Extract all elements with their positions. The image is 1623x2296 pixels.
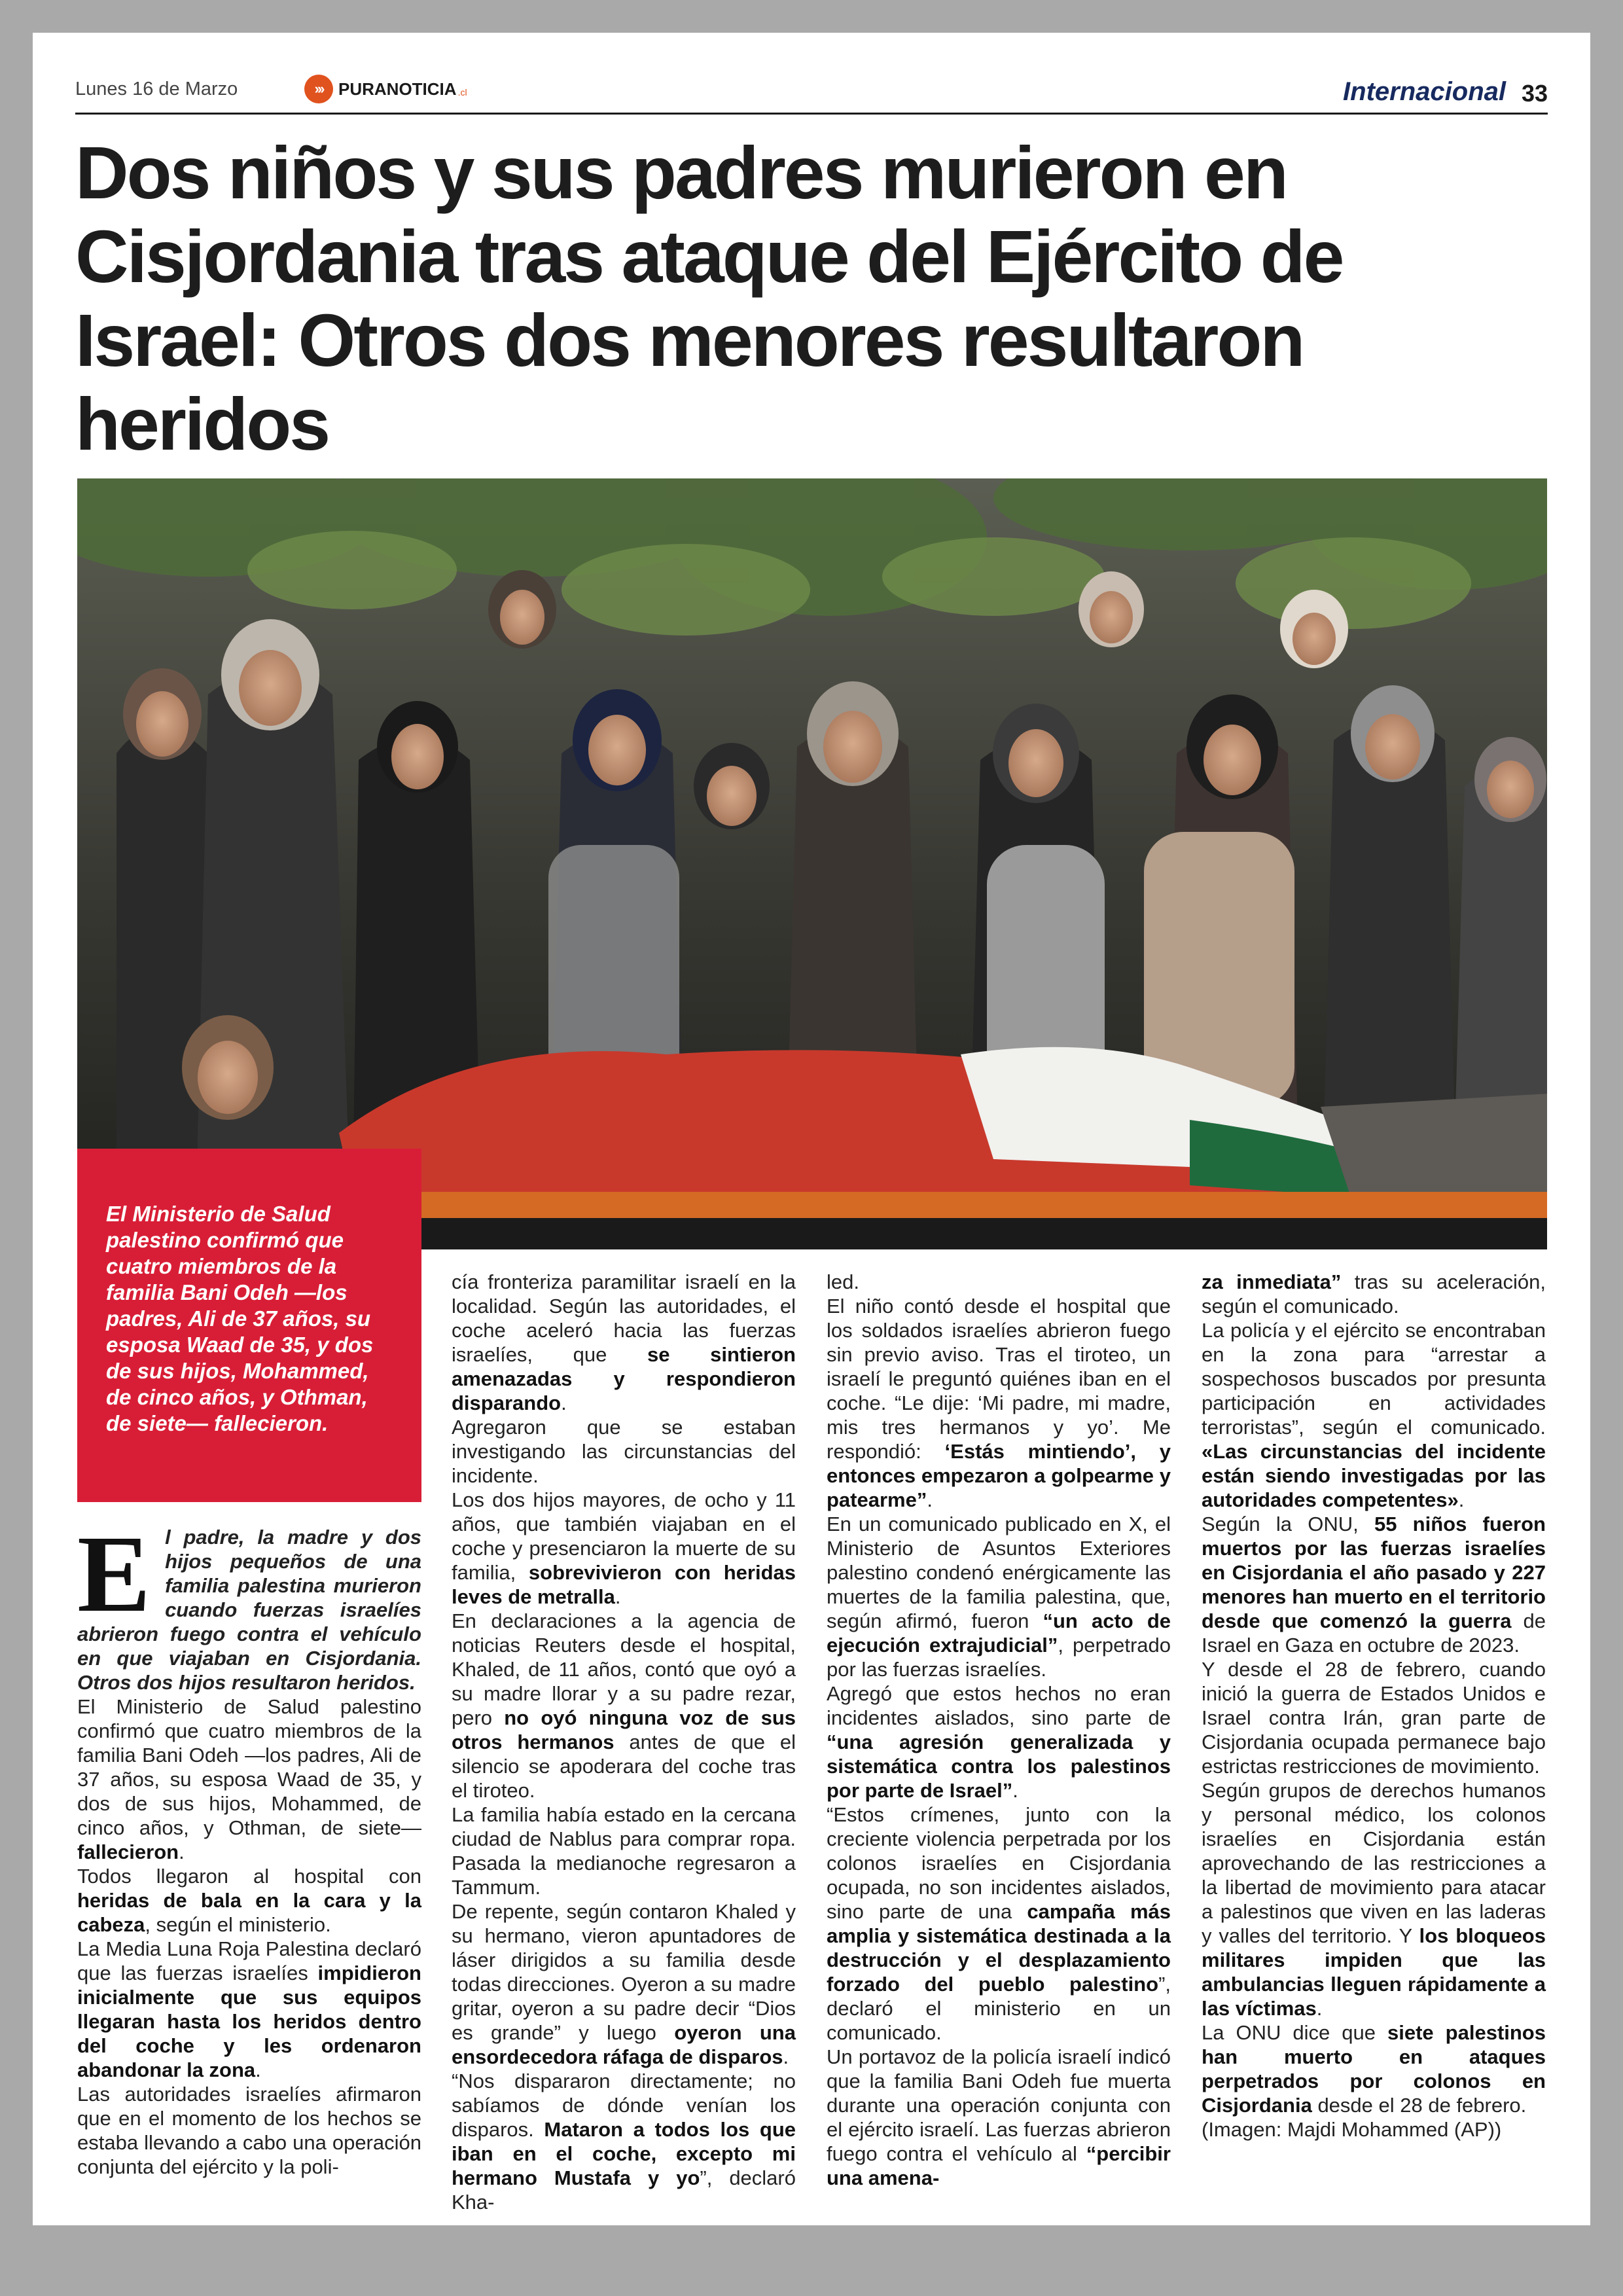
header-divider [75,113,1548,115]
paragraph: Agregó que estos hechos no eran incidentes aislados, sino parte de “una agresión generalizada y sistemática contra los palestinos por parte de Israel”. [827,1682,1171,1802]
logo-name: PURANOTICIA [338,79,457,99]
paragraph: Agregaron que se estaban investigando las circunstancias del incidente. [452,1416,796,1487]
paragraph: La ONU dice que siete palestinos han muerto en ataques perpetrados por colonos en Cisjordania desde el 28 de febrero. [1202,2021,1546,2117]
article-lead: l padre, la madre y dos hijos pequeños de una familia palestina murieron cuando fuerzas israelíes abrieron fuego contra el vehículo en que viajaban en Cisjordania. Otros dos hijos resultaron heridos. [77,1526,421,1694]
article-column-4 [1202,1270,1546,2142]
paragraph: “Estos crímenes, junto con la creciente violencia perpetrada por los colonos israelíes en Cisjordania ocupada, no son incidentes aislados, sino parte de una campaña más amplia y sistemática destinada a la destrucción y el desplazamiento forzado del pueblo palestino”, declaró el ministerio en un comunicado. [827,1803,1171,2044]
paragraph: “Nos dispararon directamente; no sabíamos de dónde venían los disparos. Mataron a todos los que iban en el coche, excepto mi hermano Mustafa y yo”, declaró Kha- [452,2070,796,2214]
article-photo [77,478,1547,1249]
photo-credit: (Imagen: Majdi Mohammed (AP)) [1202,2118,1502,2141]
paragraph: cía fronteriza paramilitar israelí en la localidad. Según las autoridades, el coche aceleró hacia las fuerzas israelíes, que se sintieron amenazadas y respondieron disparando. [452,1270,796,1414]
paragraph: En un comunicado publicado en X, el Ministerio de Asuntos Exteriores palestino condenó enérgicamente las muertes de la familia palestina, que, según afirmó, fueron “un acto de ejecución extrajudicial”, perpetrado por las fuerzas israelíes. [827,1513,1171,1681]
logo-arrows-icon: ››› [304,75,333,103]
paragraph: Un portavoz de la policía israelí indicó que la familia Bani Odeh fue muerta durante una operación conjunta con el ejército israelí. Las fuerzas abrieron fuego contra el vehículo al “percibir una amena- [827,2045,1171,2189]
paragraph: Y desde el 28 de febrero, cuando inició la guerra de Estados Unidos e Israel contra Irán, gran parte de Cisjordania ocupada permanece bajo estrictas restricciones de movimiento. [1202,1658,1546,1778]
paragraph: Los dos hijos mayores, de ocho y 11 años, que también viajaban en el coche y presenciaron la muerte de su familia, sobrevivieron con heridas leves de metralla. [452,1488,796,1608]
paragraph: El niño contó desde el hospital que los soldados israelíes abrieron fuego sin previo aviso. Tras el tiroteo, un israelí le preguntó quiénes iban en el coche. “Le dije: ‘Mi padre, mi madre, mis tres hermanos y yo’. Me respondió: ‘Estás mintiendo’, y entonces empezaron a golpearme y patearme”. [827,1295,1171,1511]
paragraph: Según grupos de derechos humanos y personal médico, los colonos israelíes en Cisjordania están aprovechando de las restricciones a la libertad de movimiento para atacar a palestinos que viven en las laderas y valles del territorio. Y los bloqueos militares impiden que las ambulancias lleguen rápidamente a las víctimas. [1202,1779,1546,2020]
issue-date: Lunes 16 de Marzo [75,79,238,99]
paragraph: El Ministerio de Salud palestino confirmó que cuatro miembros de la familia Bani Odeh —los padres, Ali de 37 años, su esposa Waad de 35, y dos de sus hijos, Mohammed, de cinco años, y Othman, de siete— fallecieron. [77,1695,421,1863]
funeral-mourners-illustration [77,478,1547,1249]
paragraph: La familia había estado en la cercana ciudad de Nablus para comprar ropa. Pasada la medianoche regresaron a Tammum. [452,1803,796,1899]
section-title: Internacional [1343,77,1506,106]
paragraph: Según la ONU, 55 niños fueron muertos por las fuerzas israelíes en Cisjordania el año pasado y 227 menores han muerto en el territorio desde que comenzó la guerra de Israel en Gaza en octubre de 2023. [1202,1513,1546,1657]
paragraph: Todos llegaron al hospital con heridas de bala en la cara y la cabeza, según el ministerio. [77,1865,421,1936]
article-column-2 [452,1270,796,2214]
paragraph: De repente, según contaron Khaled y su hermano, vieron apuntadores de láser dirigidos a su familia desde todas direcciones. Oyeron a su madre gritar, oyeron a su padre decir “Dios es grande” y luego oyeron una ensordecedora ráfaga de disparos. [452,1900,796,2068]
paragraph: Las autoridades israelíes afirmaron que en el momento de los hechos se estaba llevando a cabo una operación conjunta del ejército y la poli- [77,2083,421,2178]
article-column-3 [827,1270,1171,2190]
paragraph: La Media Luna Roja Palestina declaró que las fuerzas israelíes impidieron inicialmente que sus equipos llegaran hasta los heridos dentro del coche y les ordenaron abandonar la zona. [77,1937,421,2081]
page-number: 33 [1521,80,1548,107]
drop-cap: E [77,1513,151,1635]
paragraph: La policía y el ejército se encontraban en la zona para “arrestar a sospechosos buscados por presunta participación en actividades terroristas”, según el comunicado. «Las circunstancias del incidente están siendo investigadas por las autoridades competentes». [1202,1319,1546,1511]
publication-logo [304,76,467,102]
paragraph: En declaraciones a la agencia de noticias Reuters desde el hospital, Khaled, de 11 años, contó que oyó a su madre llorar y a su padre rezar, pero no oyó ninguna voz de sus otros hermanos antes de que el silencio se apoderara del coche tras el tiroteo. [452,1609,796,1802]
article-column-1 [77,1513,421,2179]
paragraph: led. [827,1270,859,1293]
article-headline: Dos niños y sus padres murieron en Cisjordania tras ataque del Ejército de Israel: Otros dos menores resultaron heridos [75,132,1343,465]
paragraph: za inmediata” tras su aceleración, según el comunicado. [1202,1270,1546,1318]
photo-caption: El Ministerio de Salud palestino confirmó que cuatro miembros de la familia Bani Odeh —los padres, Ali de 37 años, su esposa Waad de 35, y dos de sus hijos, Mohammed, de cinco años, y Othman, de siete— fallecieron. [77,1149,421,1502]
logo-suffix: .cl [457,87,467,98]
